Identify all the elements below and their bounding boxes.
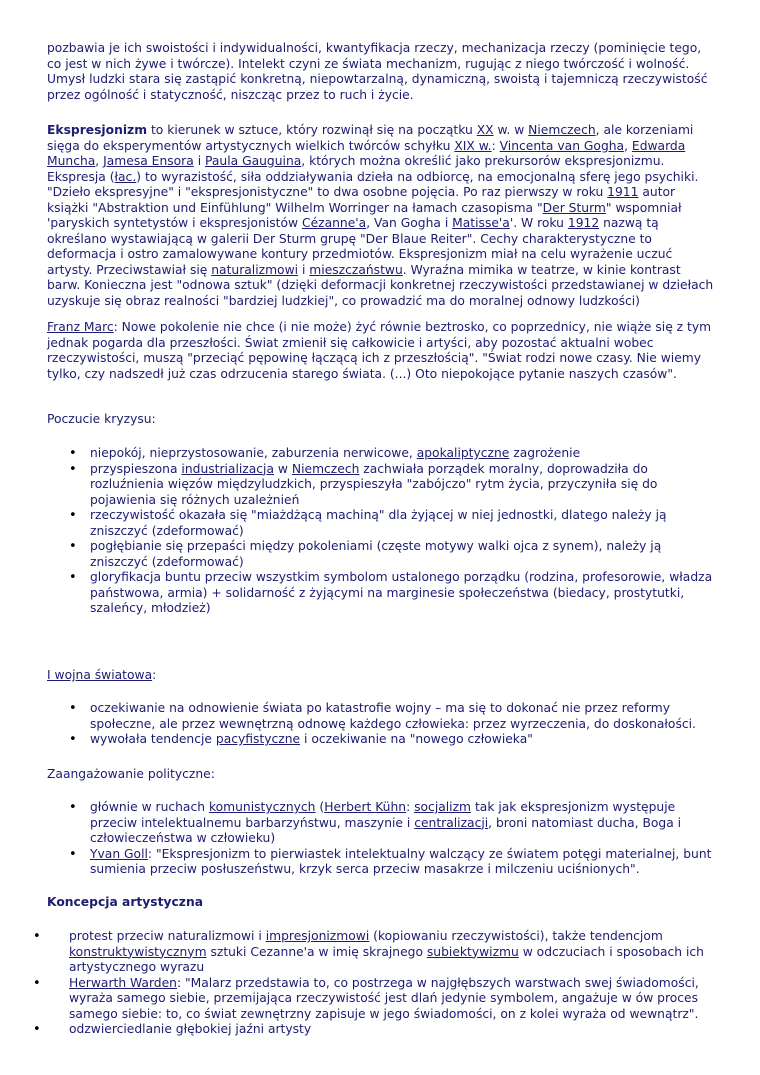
link-munch[interactable]: Edwarda Muncha bbox=[47, 138, 686, 168]
list-item: • pogłębianie się przepaści między pokoleniami (częste motywy walki ojca z synem), należy ją zniszczyć (zdeformować) bbox=[47, 539, 717, 570]
link-niemczech[interactable]: Niemczech bbox=[528, 123, 596, 137]
list-item: • Yvan Goll: "Ekspresjonizm to pierwiastek intelektualny walczący ze światem potęgi materialnej, bunt sumienia przeciw posłuszeństwu, krzyk serca przeciw masakrze i milczeniu uciśnionych". bbox=[47, 847, 717, 878]
link-yvan-goll[interactable]: Yvan Goll bbox=[90, 846, 148, 861]
link-i-wojna-swiatowa[interactable]: I wojna światowa bbox=[47, 668, 153, 682]
link-konstruktywizm[interactable]: konstruktywistycznym bbox=[69, 944, 207, 959]
link-socjalizm[interactable]: socjalizm bbox=[414, 800, 472, 814]
link-pacyfistyczne[interactable]: pacyfistyczne bbox=[215, 732, 301, 746]
list-item: • protest przeciw naturalizmowi i impresjonizmowi (kopiowaniu rzeczywistości), także tendencjom konstruktywistycznym sztuki Cezanne'a w imię skrajnego subiektywizmu w odczuciach i sposobach ich artystycznego wyrazu bbox=[47, 929, 727, 976]
intro-paragraph: pozbawia je ich swoistości i indywidualności, kwantyfikacja rzeczy, mechanizacja rzeczy (pominięcie tego, co jest w nich żywe i twórcze). Intelekt czyni ze świata mechanizm, rugując z niego twórczość i wolność. Umysł ludzki stara się zastąpić konkretną, niepowtarzalną, dynamiczną, swoistą i tajemniczą rzeczywistość przez ogólność i statyczność, niszcząc przez to ruch i życie. bbox=[47, 41, 708, 102]
concept-list bbox=[47, 929, 727, 1038]
list-item: • Herwarth Warden: "Malarz przedstawia to, co postrzega w najgłębszych warstwach swej świadomości, wyraża samego siebie, przemijająca rzeczywistość jest dlań jedynie symbolem, angażuje w ów proces samego siebie: to, co świat zewnętrzny zapisuje w jego świadomości, on z kolei wyraża od wewnątrz". bbox=[47, 976, 727, 1023]
link-van-gogh[interactable]: Vincenta van Gogha bbox=[499, 138, 625, 153]
link-xx[interactable]: XX bbox=[476, 123, 494, 137]
list-item: • wywołała tendencje pacyfistyczne i oczekiwanie na "nowego człowieka" bbox=[47, 732, 717, 748]
link-matisse[interactable]: Matisse'a bbox=[452, 216, 510, 230]
marc-paragraph: Franz Marc: Nowe pokolenie nie chce (i nie może) żyć równie beztrosko, co poprzednicy, nie wiąże się z tym jednak pogarda dla przeszłości. Świat zmienił się całkowicie i artyści, aby pozostać aktualni wobec rzeczywistości, muszą "przeciąć pępowinę łączącą ich z przeszłością". "Świat rodzi nowe czasy. Nie wiemy tylko, czy nadszedł już czas odrzucenia starego świata. (...) Oto niepokojące pytanie naszych czasów". bbox=[47, 320, 712, 381]
list-item: • gloryfikacja buntu przeciw wszystkim symbolom ustalonego porządku (rodzina, profesorowie, władza państwowa, armia) + solidarność z żyjącymi na marginesie społeczeństwa (biedacy, prostytutki, szaleńcy, młodzież) bbox=[47, 570, 717, 617]
crisis-label: Poczucie kryzysu: bbox=[47, 412, 156, 426]
link-komunistycznych[interactable]: komunistycznych bbox=[208, 800, 316, 814]
link-subiektywizm[interactable]: subiektywizmu bbox=[426, 944, 519, 959]
list-item: • rzeczywistość okazała się "miażdżącą machiną" dla żyjącej w niej jednostki, dlatego należy ją zniszczyć (zdeformować) bbox=[47, 508, 717, 539]
list-item: • odzwierciedlanie głębokiej jaźni artysty bbox=[47, 1022, 727, 1038]
link-1912[interactable]: 1912 bbox=[567, 216, 600, 230]
section-heading: Koncepcja artystyczna bbox=[47, 895, 203, 909]
link-naturalizm[interactable]: naturalizmowi bbox=[211, 262, 299, 277]
politics-label: Zaangażowanie polityczne: bbox=[47, 767, 215, 781]
link-xix-w[interactable]: XIX w. bbox=[454, 138, 492, 153]
link-herwarth-warden[interactable]: Herwarth Warden bbox=[69, 975, 177, 990]
term-ekspresjonizm: Ekspresjonizm bbox=[47, 123, 148, 137]
crisis-list bbox=[47, 446, 717, 617]
politics-list bbox=[47, 800, 717, 878]
link-lac[interactable]: łac. bbox=[114, 169, 137, 184]
link-impresjonizm[interactable]: impresjonizmowi bbox=[265, 929, 370, 943]
definition-paragraph: Ekspresjonizm to kierunek w sztuce, który rozwinął się na początku XX w. w Niemczech, ale korzeniami sięga do eksperymentów artystycznych wielkich twórców schyłku XIX w.: Vincenta van Gogha, Edwarda Muncha, Jamesa Ensora i Paula Gauguina, których można określić jako prekursorów ekspresjonizmu. Ekspresja (łac.) to wyrazistość, siła oddziaływania dzieła na odbiorcę, na emocjonalną sferę jego psychiki. "Dzieło ekspresyjne" i "ekspresjonistyczne" to dwa osobne pojęcia. Po raz pierwszy w roku 1911 autor książki "Abstraktion und Einfühlung" Wilhelm Worringer na łamach czasopisma "Der Sturm" wspomniał 'paryskich syntetystów i ekspresjonistów Cézanne'a, Van Gogha i Matisse'a'. W roku 1912 nazwą tą określano wystawiającą w galerii Der Sturm grupę "Der Blaue Reiter". Cechy charakterystyczne to deformacja i ostro zamalowywane kontury przedmiotów. Ekspresjonizm miał na celu wyrażenie uczuć artysty. Przeciwstawiał się naturalizmowi i mieszczaństwu. Wyraźna mimika w teatrze, w kinie kontrast barw. Konieczna jest "odnowa sztuk" (dzięki deformacji konkretnej rzeczywistości przedstawianej w dziełach uzyskuje się obraz realności "bardziej ludzkiej", co prowadzić ma do moralnej odnowy ludzkości) bbox=[47, 123, 714, 308]
list-item: • niepokój, nieprzystosowanie, zaburzenia nerwicowe, apokaliptyczne zagrożenie bbox=[47, 446, 717, 462]
link-centralizacji[interactable]: centralizacji bbox=[414, 815, 489, 830]
link-cezanne[interactable]: Cézanne'a bbox=[302, 216, 367, 230]
list-item: • przyspieszona industrializacja w Niemczech zachwiała porządek moralny, doprowadziła do rozluźnienia więzów międzyludzkich, przyspieszyła "zabójczo" rytm życia, przyczyniła się do pojawienia się różnych uzależnień bbox=[47, 462, 717, 509]
link-gauguin[interactable]: Paula Gauguina bbox=[205, 154, 302, 168]
list-item: • głównie w ruchach komunistycznych (Herbert Kühn: socjalizm tak jak ekspresjonizm występuje przeciw intelektualnemu barbarzyństwu, maszynie i centralizacji, broni natomiast ducha, Boga i człowieczeństwa w człowieku) bbox=[47, 800, 717, 847]
link-niemczech-2[interactable]: Niemczech bbox=[291, 461, 360, 476]
link-herbert-kuhn[interactable]: Herbert Kühn bbox=[324, 800, 407, 814]
link-ensor[interactable]: Jamesa Ensora bbox=[103, 154, 194, 168]
list-item: • oczekiwanie na odnowienie świata po katastrofie wojny – ma się to dokonać nie przez reformy społeczne, ale przez wewnętrzną odnowę każdego człowieka: przez wyrzeczenia, do doskonałości. bbox=[47, 701, 717, 732]
link-franz-marc[interactable]: Franz Marc bbox=[47, 320, 114, 334]
war-list bbox=[47, 701, 717, 748]
link-industrializacja[interactable]: industrializacja bbox=[181, 461, 275, 476]
link-mieszczanstwo[interactable]: mieszczaństwu bbox=[309, 262, 403, 277]
link-der-sturm[interactable]: Der Sturm bbox=[542, 200, 606, 215]
war-label: I wojna światowa: bbox=[47, 668, 157, 682]
link-1911[interactable]: 1911 bbox=[607, 185, 639, 199]
link-apokaliptyczne[interactable]: apokaliptyczne bbox=[416, 446, 510, 460]
